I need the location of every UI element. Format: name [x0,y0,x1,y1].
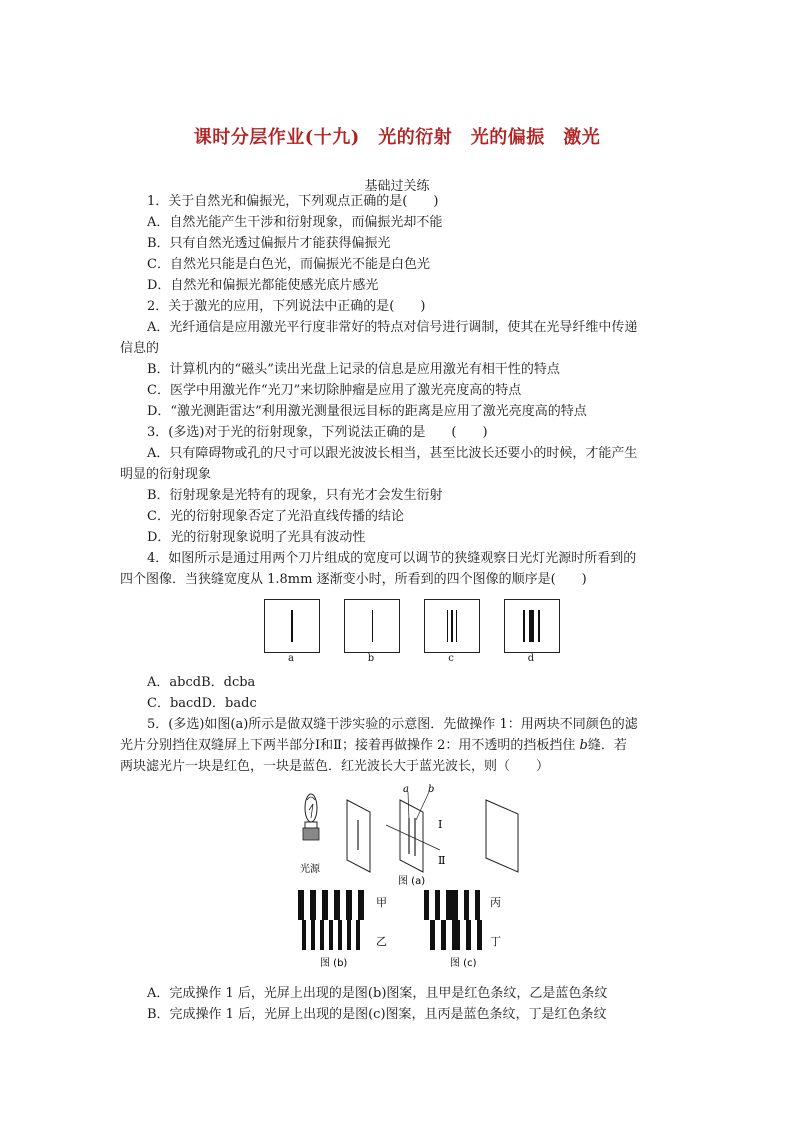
q5-stem-line3: 两块滤光片一块是红色，一块是蓝色．红光波长大于蓝光波长，则（ ） [120,759,550,774]
q3-option-c: C．光的衍射现象否定了光沿直线传播的结论 [147,509,404,524]
slit-label-b: b [367,653,375,664]
slit-a-label: a [403,784,409,795]
slit-label-c: c [448,653,454,664]
label-ding: 丁 [490,935,501,948]
slit-b-label: b [428,784,435,795]
page-title: 课时分层作业(十九) 光的衍射 光的偏振 激光 [193,127,601,148]
figure-b-caption: 图 (b) [320,958,348,969]
q5-option-b: B．完成操作 1 后，光屏上出现的是图(c)图案，且丙是蓝色条纹，丁是红色条纹 [147,1007,607,1022]
q5-option-a: A．完成操作 1 后，光屏上出现的是图(b)图案，且甲是红色条纹，乙是蓝色条纹 [147,986,608,1001]
q3-option-d: D．光的衍射现象说明了光具有波动性 [147,530,366,545]
q2-option-a-line2: 信息的 [120,341,160,356]
q5-stem-slit-b: b [579,738,588,753]
section-heading: 基础过关练 [364,179,430,194]
q1-option-c: C．自然光只能是白色光，而偏振光不能是白色光 [147,257,430,272]
slit-images-figure [262,599,562,669]
slit-image-a [264,599,320,653]
figure-a-caption: 图 (a) [398,876,426,887]
slit-image-d [504,599,560,653]
light-source-icon [303,794,319,840]
q2-option-a-line1: A．光纤通信是应用激光平行度非常好的特点对信号进行调制，使其在光导纤维中传递 [147,320,638,335]
figure-b-fringes [298,890,364,950]
q1-option-a: A．自然光能产生干涉和衍射现象，而偏振光却不能 [147,215,443,230]
q2-option-d: D．“激光测距雷达”利用激光测量很远目标的距离是应用了激光亮度高的特点 [147,404,587,419]
label-bing: 丙 [490,896,501,909]
q5-stem-line2 [120,736,627,756]
q3-stem: 3．(多选)对于光的衍射现象，下列说法正确的是 ( ) [147,425,488,440]
label-jia: 甲 [376,896,387,909]
double-slit-figure [290,780,540,975]
slit-image-c [424,599,480,653]
single-slit-screen [347,800,370,872]
slit-label-a: a [288,653,294,664]
label-yi: 乙 [376,935,387,948]
figure-c-fringes [424,890,482,950]
q2-option-c: C．医学中用激光作“光刀”来切除肿瘤是应用了激光亮度高的特点 [147,383,522,398]
q5-stem-line2-text: 光片分别挡住双缝屏上下两半部分Ⅰ和Ⅱ；接着再做操作 2：用不透明的挡板挡住 [120,738,580,753]
figure-c-caption: 图 (c) [450,958,477,969]
region-I-label: Ⅰ [438,818,443,831]
q4-options-ab: A．abcdB．dcba [147,675,256,690]
viewing-screen [486,800,518,872]
q5-stem-line2-end: 缝．若 [587,738,627,753]
slit-image-b [344,599,400,653]
q1-stem: 1．关于自然光和偏振光，下列观点正确的是( ) [147,194,439,209]
region-II-label: Ⅱ [438,854,446,867]
q4-stem-line1: 4．如图所示是通过用两个刀片组成的宽度可以调节的狭缝观察日光灯光源时所看到的 [147,551,637,566]
q2-stem: 2．关于激光的应用，下列说法中正确的是( ) [147,299,426,314]
q3-option-b: B．衍射现象是光特有的现象，只有光才会发生衍射 [147,488,443,503]
q1-option-b: B．只有自然光透过偏振片才能获得偏振光 [147,236,391,251]
q2-option-b: B．计算机内的“磁头”读出光盘上记录的信息是应用激光有相干性的特点 [147,362,560,377]
light-source-label: 光源 [300,864,320,875]
q3-option-a-line2: 明显的衍射现象 [120,467,212,482]
q1-option-d: D．自然光和偏振光都能使感光底片感光 [147,278,379,293]
slit-label-d: d [527,653,535,664]
q3-option-a-line1: A．只有障碍物或孔的尺寸可以跟光波波长相当，甚至比波长还要小的时候，才能产生 [147,446,638,461]
q4-options-cd: C．bacdD．badc [147,696,257,711]
q5-stem-line1: 5．(多选)如图(a)所示是做双缝干涉实验的示意图．先做操作 1：用两块不同颜色的滤 [147,717,638,732]
q4-stem-line2: 四个图像．当狭缝宽度从 1.8mm 逐渐变小时，所看到的四个图像的顺序是( ) [120,572,587,587]
